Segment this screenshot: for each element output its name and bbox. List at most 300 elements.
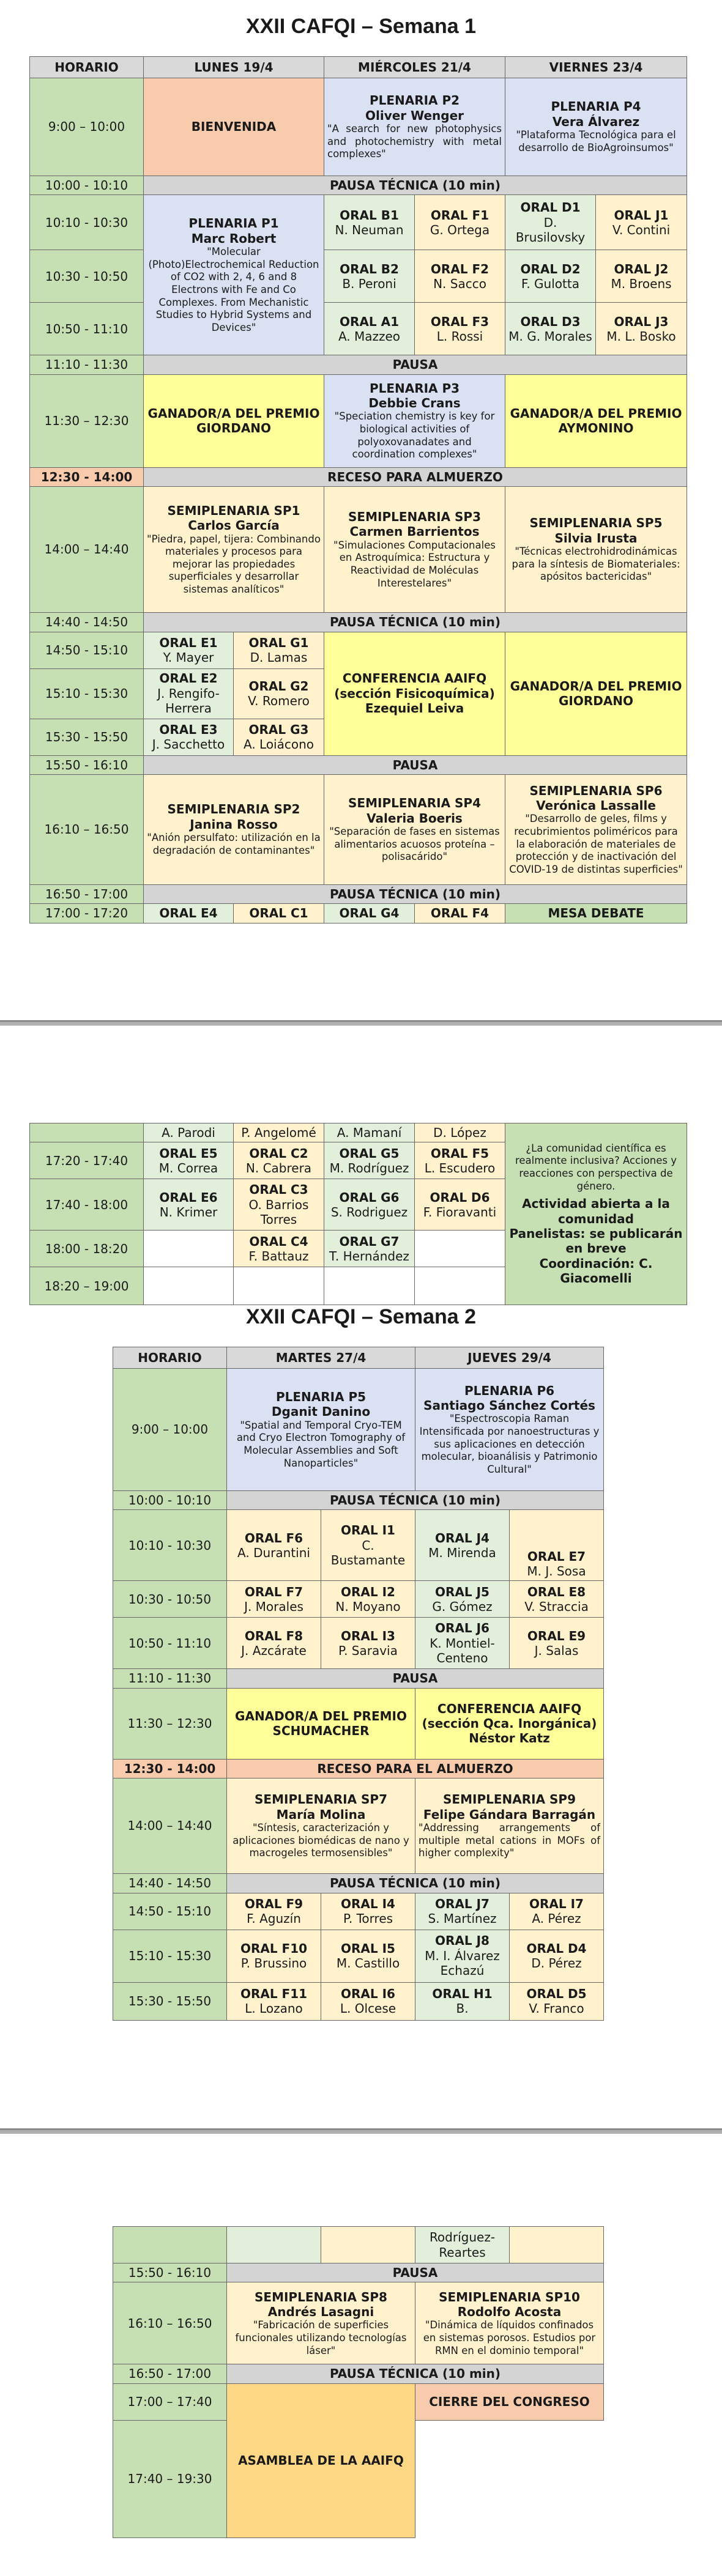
oral-code: ORAL D4 xyxy=(526,1941,587,1956)
premio-schumacher: GANADOR/A DEL PREMIO SCHUMACHER xyxy=(227,1688,415,1759)
week1-continued-table xyxy=(29,1123,687,1305)
oral-j2 xyxy=(596,250,687,303)
speaker-name: Carlos García xyxy=(188,518,280,533)
header-miercoles: MIÉRCOLES 21/4 xyxy=(324,57,505,78)
oral-g1 xyxy=(234,632,324,668)
oral-j8 xyxy=(415,1930,510,1982)
oral-code: ORAL I5 xyxy=(341,1941,395,1956)
oral-code: ORAL E8 xyxy=(527,1584,586,1599)
empty-cell xyxy=(324,1267,415,1305)
talk-title: "Molecular (Photo)Electrochemical Reduction of CO2 with 2, 4, 6 and 8 Electrons with Fe and Co Complexes. From Mechanistic Studies to Hybrid Systems and Devices" xyxy=(148,246,319,333)
speaker-name: D. Lamas xyxy=(250,650,308,665)
oral-code: ORAL G5 xyxy=(339,1146,400,1161)
header-martes: MARTES 27/4 xyxy=(227,1347,415,1369)
time-slot: 18:20 – 19:00 xyxy=(30,1267,144,1305)
oral-j1 xyxy=(596,195,687,250)
oral-f11 xyxy=(227,1982,321,2020)
oral-code: ORAL E2 xyxy=(159,671,218,686)
oral-code: ORAL J1 xyxy=(614,207,669,223)
speaker-name: Carmen Barrientos xyxy=(349,524,480,539)
empty-cell xyxy=(415,1267,505,1305)
session-title: SEMIPLENARIA SP8 xyxy=(255,2289,387,2304)
speaker-name: C. Bustamante xyxy=(330,1538,406,1568)
time-slot: 11:10 - 11:30 xyxy=(30,355,144,374)
oral-code: ORAL I1 xyxy=(341,1523,395,1538)
time-slot: 9:00 – 10:00 xyxy=(113,1369,227,1491)
session-title: PLENARIA P1 xyxy=(188,216,279,231)
talk-title: "Plataforma Tecnológica para el desarrollo de BioAgroinsumos" xyxy=(516,129,676,154)
oral-j3 xyxy=(596,303,687,355)
oral-g7 xyxy=(324,1231,415,1267)
empty-cell xyxy=(227,2227,321,2263)
speaker-name: A. Durantini xyxy=(237,1545,310,1560)
speaker-name: S. Martínez xyxy=(428,1911,497,1926)
talk-title: "Simulaciones Computacionales en Astroquímica: Estructura y Reactividad de Moléculas Interestelares" xyxy=(333,539,496,589)
oral-f6 xyxy=(227,1510,321,1581)
oral-code: ORAL D5 xyxy=(526,1986,587,2001)
speaker-name: Verónica Lassalle xyxy=(536,798,656,813)
semiplenaria-sp3 xyxy=(324,487,505,613)
oral-i6 xyxy=(321,1982,415,2020)
time-slot: 16:50 - 17:00 xyxy=(30,884,144,903)
speaker-name: K. Montiel-Centeno xyxy=(430,1635,495,1666)
speaker-name: V. Romero xyxy=(248,694,310,709)
oral-f10 xyxy=(227,1930,321,1982)
speaker-name: P. Saravia xyxy=(338,1643,398,1658)
time-slot: 12:30 - 14:00 xyxy=(113,1759,227,1778)
oral-code: ORAL F6 xyxy=(244,1530,303,1545)
oral-code: ORAL J4 xyxy=(435,1530,489,1545)
oral-g4 xyxy=(324,904,415,923)
week1-schedule-table xyxy=(29,56,687,923)
asamblea-aaifq: ASAMBLEA DE LA AAIFQ xyxy=(227,2383,415,2537)
speaker-name: A. Pérez xyxy=(532,1911,581,1926)
oral-code: ORAL D6 xyxy=(430,1190,490,1205)
oral-code: ORAL E1 xyxy=(159,635,218,650)
session-title: PLENARIA P4 xyxy=(551,99,641,114)
oral-f7 xyxy=(227,1581,321,1618)
plenaria-p1 xyxy=(144,195,324,355)
oral-code: ORAL B1 xyxy=(340,207,399,223)
speaker-cell: D. López xyxy=(415,1123,505,1142)
oral-d1 xyxy=(505,195,596,250)
speaker-name: M. Broens xyxy=(611,276,672,291)
time-slot xyxy=(113,2227,227,2263)
speaker-name: N. Sacco xyxy=(433,276,486,291)
oral-c3 xyxy=(234,1179,324,1231)
speaker-name: Marc Robert xyxy=(191,231,277,246)
plenaria-p6 xyxy=(415,1369,604,1491)
empty-cell xyxy=(415,1231,505,1267)
talk-title: "Técnicas electrohidrodinámicas para la síntesis de Biomateriales: apósitos bactericidas" xyxy=(512,546,680,583)
oral-j4 xyxy=(415,1510,510,1581)
session-title: SEMIPLENARIA SP7 xyxy=(255,1792,387,1807)
oral-code: ORAL J3 xyxy=(614,314,669,329)
conference-section: (sección Qca. Inorgánica) xyxy=(422,1716,597,1731)
talk-title: "Spatial and Temporal Cryo-TEM and Cryo Electron Tomography of Molecular Assemblies and Soft Nanoparticles" xyxy=(236,1419,406,1469)
oral-code: ORAL F3 xyxy=(430,314,489,329)
semiplenaria-sp5 xyxy=(505,487,687,613)
oral-code: ORAL F1 xyxy=(430,207,489,223)
speaker-name: N. Cabrera xyxy=(245,1160,312,1175)
mesa-debate-details xyxy=(505,1123,687,1305)
oral-code: ORAL B2 xyxy=(340,261,399,276)
empty-cell xyxy=(234,1267,324,1305)
oral-i4 xyxy=(321,1893,415,1930)
oral-e1 xyxy=(144,632,234,668)
premio-aymonino: GANADOR/A DEL PREMIO AYMONINO xyxy=(505,374,687,467)
premio-giordano: GANADOR/A DEL PREMIO GIORDANO xyxy=(144,374,324,467)
oral-code: ORAL C2 xyxy=(249,1146,308,1161)
oral-g2 xyxy=(234,668,324,719)
oral-e8 xyxy=(510,1581,604,1618)
oral-e3 xyxy=(144,719,234,755)
week1-header-row xyxy=(30,57,687,78)
oral-code: ORAL G4 xyxy=(339,906,400,921)
talk-title: "Síntesis, caracterización y aplicaciones biomédicas de nano y macrogeles termosensibles" xyxy=(233,1822,409,1859)
oral-a1 xyxy=(324,303,415,355)
oral-g6 xyxy=(324,1179,415,1231)
pausa-tecnica: PAUSA TÉCNICA (10 min) xyxy=(144,884,687,903)
pausa: PAUSA xyxy=(227,2263,604,2282)
speaker-name: M. L. Bosko xyxy=(606,328,676,344)
talk-title: "Addressing arrangements of multiple metal cations in MOFs of higher complexity" xyxy=(419,1822,601,1859)
oral-j5 xyxy=(415,1581,510,1618)
speaker-name: G. Ortega xyxy=(430,222,490,237)
oral-d2 xyxy=(505,250,596,303)
semiplenaria-sp6 xyxy=(505,774,687,884)
oral-f4 xyxy=(415,904,505,923)
pausa-tecnica: PAUSA TÉCNICA (10 min) xyxy=(144,613,687,632)
oral-d4 xyxy=(510,1930,604,1982)
oral-code: ORAL F2 xyxy=(430,261,489,276)
conference-title: CONFERENCIA AAIFQ xyxy=(437,1701,582,1716)
oral-c4 xyxy=(234,1231,324,1267)
oral-code: ORAL A1 xyxy=(340,314,399,329)
oral-code: ORAL C3 xyxy=(249,1182,308,1197)
header-lunes: LUNES 19/4 xyxy=(144,57,324,78)
conference-title: CONFERENCIA AAIFQ xyxy=(342,671,487,686)
pausa: PAUSA xyxy=(144,755,687,774)
pausa: PAUSA xyxy=(227,1669,604,1688)
semiplenaria-sp7 xyxy=(227,1778,415,1874)
time-slot: 10:10 - 10:30 xyxy=(113,1510,227,1581)
header-jueves: JUEVES 29/4 xyxy=(415,1347,604,1369)
speaker-name: N. Moyano xyxy=(335,1599,401,1614)
speaker-name: Valeria Boeris xyxy=(367,810,463,826)
pausa: PAUSA xyxy=(144,355,687,374)
oral-f3 xyxy=(415,303,505,355)
semiplenaria-sp9 xyxy=(415,1778,604,1874)
pausa-tecnica: PAUSA TÉCNICA (10 min) xyxy=(227,2364,604,2383)
time-slot: 10:50 - 11:10 xyxy=(30,303,144,355)
week1-title: XXII CAFQI – Semana 1 xyxy=(245,15,477,38)
session-title: PLENARIA P3 xyxy=(369,380,460,396)
speaker-name: Néstor Katz xyxy=(469,1731,550,1746)
speaker-name: L. Rossi xyxy=(436,328,483,344)
speaker-name: J. Salas xyxy=(534,1643,579,1658)
semiplenaria-sp4 xyxy=(324,774,505,884)
talk-title: "Dinámica de líquidos confinados en sistemas porosos. Estudios por RMN en el dominio temporal" xyxy=(423,2319,596,2356)
header-horario: HORARIO xyxy=(30,57,144,78)
time-slot: 10:30 - 10:50 xyxy=(113,1581,227,1618)
oral-code: ORAL J7 xyxy=(435,1896,489,1911)
speaker-cell: Rodríguez-Reartes xyxy=(415,2227,510,2263)
plenaria-p5 xyxy=(227,1369,415,1491)
session-title: SEMIPLENARIA SP6 xyxy=(529,783,663,798)
session-title: PLENARIA P2 xyxy=(369,93,460,108)
oral-b1 xyxy=(324,195,415,250)
oral-f2 xyxy=(415,250,505,303)
page-separator xyxy=(0,2128,722,2134)
speaker-name: J. Sacchetto xyxy=(152,737,225,752)
speaker-cell: P. Angelomé xyxy=(234,1123,324,1142)
oral-e2 xyxy=(144,668,234,719)
oral-code: ORAL I4 xyxy=(341,1896,395,1911)
speaker-name: P. Brussino xyxy=(240,1956,307,1971)
oral-e4 xyxy=(144,904,234,923)
time-slot: 14:50 - 15:10 xyxy=(113,1893,227,1930)
session-title: PLENARIA P6 xyxy=(464,1383,555,1398)
time-slot: 16:50 - 17:00 xyxy=(113,2364,227,2383)
pausa-tecnica: PAUSA TÉCNICA (10 min) xyxy=(227,1874,604,1893)
time-slot xyxy=(30,1123,144,1142)
speaker-name: B. Peroni xyxy=(342,276,396,291)
speaker-name: M. I. Álvarez Echazú xyxy=(425,1948,500,1978)
session-title: SEMIPLENARIA SP1 xyxy=(167,503,300,518)
conferencia-aaifq-fisicoquimica xyxy=(324,632,505,755)
talk-title: "A search for new photophysics and photochemistry with metal complexes" xyxy=(327,122,502,160)
empty-cell xyxy=(415,2420,604,2537)
time-slot: 16:10 – 16:50 xyxy=(30,774,144,884)
speaker-name: V. Contini xyxy=(612,222,671,237)
oral-code: ORAL C1 xyxy=(249,906,308,921)
time-slot: 14:00 – 14:40 xyxy=(113,1778,227,1874)
time-slot: 11:30 – 12:30 xyxy=(30,374,144,467)
speaker-name: F. Aguzín xyxy=(247,1911,301,1926)
speaker-name: María Molina xyxy=(276,1807,366,1822)
empty-cell xyxy=(144,1231,234,1267)
oral-e6 xyxy=(144,1179,234,1231)
time-slot: 15:10 - 15:30 xyxy=(113,1930,227,1982)
speaker-name: J. Azcárate xyxy=(241,1643,307,1658)
time-slot: 16:10 – 16:50 xyxy=(113,2282,227,2364)
plenaria-p3 xyxy=(324,374,505,467)
talk-title: "Separación de fases en sistemas alimentarios acuosos proteína –polisacárido" xyxy=(329,825,500,863)
cierre-congreso: CIERRE DEL CONGRESO xyxy=(415,2383,604,2420)
session-title: SEMIPLENARIA SP4 xyxy=(348,796,481,811)
time-slot: 17:40 - 18:00 xyxy=(30,1179,144,1231)
premio-giordano-2: GANADOR/A DEL PREMIO GIORDANO xyxy=(505,632,687,755)
speaker-name: A. Loiácono xyxy=(243,737,314,752)
oral-code: ORAL E9 xyxy=(527,1628,586,1643)
oral-code: ORAL E5 xyxy=(159,1146,218,1161)
speaker-name: G. Gómez xyxy=(432,1599,493,1614)
pausa-tecnica: PAUSA TÉCNICA (10 min) xyxy=(227,1491,604,1510)
oral-code: ORAL G7 xyxy=(339,1234,400,1249)
oral-code: ORAL D1 xyxy=(520,200,581,215)
oral-code: ORAL E7 xyxy=(527,1549,586,1564)
speaker-name: Oliver Wenger xyxy=(365,108,464,123)
oral-code: ORAL C4 xyxy=(249,1234,308,1249)
speaker-name: J. Morales xyxy=(244,1599,303,1614)
oral-j6 xyxy=(415,1618,510,1669)
oral-g5 xyxy=(324,1142,415,1179)
time-slot: 15:10 - 15:30 xyxy=(30,668,144,719)
speaker-name: L. Olcese xyxy=(340,2001,396,2016)
oral-i1 xyxy=(321,1510,415,1581)
oral-i5 xyxy=(321,1930,415,1982)
oral-e7 xyxy=(510,1510,604,1581)
time-slot: 10:00 - 10:10 xyxy=(30,176,144,195)
talk-title: "Piedra, papel, tijera: Combinando materiales y procesos para mejorar las propiedades superficiales y desarrollar sistemas analíticos" xyxy=(147,533,321,595)
time-slot: 14:00 – 14:40 xyxy=(30,487,144,613)
semiplenaria-sp1 xyxy=(144,487,324,613)
page-separator xyxy=(0,1020,722,1026)
oral-code: ORAL G6 xyxy=(339,1190,400,1205)
speaker-name: A. Mazzeo xyxy=(338,328,401,344)
time-slot: 15:30 - 15:50 xyxy=(113,1982,227,2020)
oral-d5 xyxy=(510,1982,604,2020)
oral-f9 xyxy=(227,1893,321,1930)
speaker-name: M. Castillo xyxy=(336,1956,400,1971)
debate-question: ¿La comunidad científica es realmente inclusiva? Acciones y reacciones con perspectiva de género. xyxy=(515,1142,677,1192)
oral-code: ORAL G1 xyxy=(248,635,309,650)
time-slot: 12:30 - 14:00 xyxy=(30,467,144,486)
time-slot: 14:40 - 14:50 xyxy=(30,613,144,632)
oral-e5 xyxy=(144,1142,234,1179)
oral-code: ORAL F11 xyxy=(240,1986,308,2001)
speaker-name: D. Brusilovsky xyxy=(515,215,586,245)
time-slot: 10:30 - 10:50 xyxy=(30,250,144,303)
speaker-name: V. Straccia xyxy=(524,1599,589,1614)
oral-code: ORAL G3 xyxy=(248,722,309,737)
oral-d6 xyxy=(415,1179,505,1231)
oral-code: ORAL I7 xyxy=(529,1896,584,1911)
session-title: SEMIPLENARIA SP10 xyxy=(439,2289,580,2304)
oral-code: ORAL E3 xyxy=(159,722,218,737)
week2-continued-table xyxy=(113,2226,604,2538)
plenaria-p2 xyxy=(324,78,505,176)
speaker-name: Ezequiel Leiva xyxy=(365,701,464,716)
time-slot: 10:50 - 11:10 xyxy=(113,1618,227,1669)
week2-header-row xyxy=(113,1347,604,1369)
oral-h1 xyxy=(415,1982,510,2020)
conference-section: (sección Fisicoquímica) xyxy=(334,686,495,701)
speaker-name: Debbie Crans xyxy=(368,396,461,411)
empty-cell xyxy=(321,2227,415,2263)
oral-code: ORAL D3 xyxy=(520,314,581,329)
talk-title: "Espectroscopia Raman Intensificada por nanoestructuras y sus aplicaciones en detección molecular, bioanálisis y Patrimonio Cultural" xyxy=(419,1413,600,1475)
time-slot: 15:30 - 15:50 xyxy=(30,719,144,755)
time-slot: 17:40 – 19:30 xyxy=(113,2420,227,2537)
oral-f8 xyxy=(227,1618,321,1669)
speaker-name: M. J. Sosa xyxy=(527,1564,586,1579)
talk-title: "Fabricación de superficies funcionales utilizando tecnologías láser" xyxy=(235,2319,407,2356)
pausa-tecnica: PAUSA TÉCNICA (10 min) xyxy=(144,176,687,195)
speaker-name: S. Rodriguez xyxy=(330,1204,408,1220)
oral-code: ORAL I2 xyxy=(341,1584,395,1599)
oral-code: ORAL F5 xyxy=(430,1146,489,1161)
speaker-name: P. Torres xyxy=(343,1911,393,1926)
oral-i2 xyxy=(321,1581,415,1618)
debate-panelists: Panelistas: se publicarán en breve xyxy=(509,1226,683,1256)
speaker-name: F. Battauz xyxy=(248,1248,309,1264)
time-slot: 14:50 - 15:10 xyxy=(30,632,144,668)
semiplenaria-sp10 xyxy=(415,2282,604,2364)
oral-code: ORAL F8 xyxy=(244,1628,303,1643)
speaker-name: F. Fioravanti xyxy=(423,1204,497,1220)
week2-schedule-table xyxy=(113,1347,604,2021)
conferencia-aaifq-inorganica xyxy=(415,1688,604,1759)
debate-coordination: Coordinación: C. Giacomelli xyxy=(539,1256,653,1286)
speaker-name: B. xyxy=(456,2001,469,2016)
oral-e9 xyxy=(510,1618,604,1669)
speaker-name: Vera Álvarez xyxy=(552,114,640,129)
week2-title: XXII CAFQI – Semana 2 xyxy=(245,1305,477,1328)
speaker-cell: A. Parodi xyxy=(144,1123,234,1142)
speaker-name: Janina Rosso xyxy=(190,816,278,832)
session-title: SEMIPLENARIA SP3 xyxy=(348,509,481,525)
oral-code: ORAL J5 xyxy=(435,1584,489,1599)
speaker-name: Andrés Lasagni xyxy=(267,2304,374,2319)
session-title: PLENARIA P5 xyxy=(275,1389,367,1404)
oral-code: ORAL G2 xyxy=(248,678,309,694)
oral-code: ORAL F4 xyxy=(430,906,489,921)
time-slot: 17:00 – 17:40 xyxy=(113,2383,227,2420)
speaker-cell: A. Mamaní xyxy=(324,1123,415,1142)
oral-code: ORAL E4 xyxy=(159,906,218,921)
oral-j7 xyxy=(415,1893,510,1930)
speaker-name: O. Barrios Torres xyxy=(248,1197,309,1227)
session-title: SEMIPLENARIA SP5 xyxy=(529,516,663,531)
oral-code: ORAL J2 xyxy=(614,261,669,276)
time-slot: 18:00 - 18:20 xyxy=(30,1231,144,1267)
time-slot: 15:50 - 16:10 xyxy=(30,755,144,774)
header-horario: HORARIO xyxy=(113,1347,227,1369)
speaker-name: N. Neuman xyxy=(335,222,404,237)
speaker-name: M. G. Morales xyxy=(508,328,592,344)
receso-almuerzo: RECESO PARA EL ALMUERZO xyxy=(227,1759,604,1778)
bienvenida-cell: BIENVENIDA xyxy=(144,78,324,176)
time-slot: 15:50 - 16:10 xyxy=(113,2263,227,2282)
oral-code: ORAL J8 xyxy=(435,1933,489,1949)
oral-code: ORAL J6 xyxy=(435,1621,489,1636)
time-slot: 17:00 - 17:20 xyxy=(30,904,144,923)
oral-d3 xyxy=(505,303,596,355)
speaker-name: Silvia Irusta xyxy=(554,530,638,546)
receso-almuerzo: RECESO PARA ALMUERZO xyxy=(144,467,687,486)
empty-cell xyxy=(144,1267,234,1305)
speaker-name: M. Mirenda xyxy=(428,1545,496,1560)
speaker-name: N. Krimer xyxy=(159,1204,218,1220)
oral-code: ORAL E6 xyxy=(159,1190,218,1205)
time-slot: 10:00 - 10:10 xyxy=(113,1491,227,1510)
header-viernes: VIERNES 23/4 xyxy=(505,57,687,78)
time-slot: 14:40 - 14:50 xyxy=(113,1874,227,1893)
oral-c1 xyxy=(234,904,324,923)
speaker-name: Dganit Danino xyxy=(271,1404,371,1419)
oral-c2 xyxy=(234,1142,324,1179)
oral-code: ORAL H1 xyxy=(432,1986,493,2001)
empty-cell xyxy=(510,2227,604,2263)
plenaria-p4 xyxy=(505,78,687,176)
speaker-name: F. Gulotta xyxy=(521,276,579,291)
time-slot: 17:20 - 17:40 xyxy=(30,1142,144,1179)
session-title: SEMIPLENARIA SP2 xyxy=(167,802,300,817)
time-slot: 9:00 – 10:00 xyxy=(30,78,144,176)
oral-i7 xyxy=(510,1893,604,1930)
